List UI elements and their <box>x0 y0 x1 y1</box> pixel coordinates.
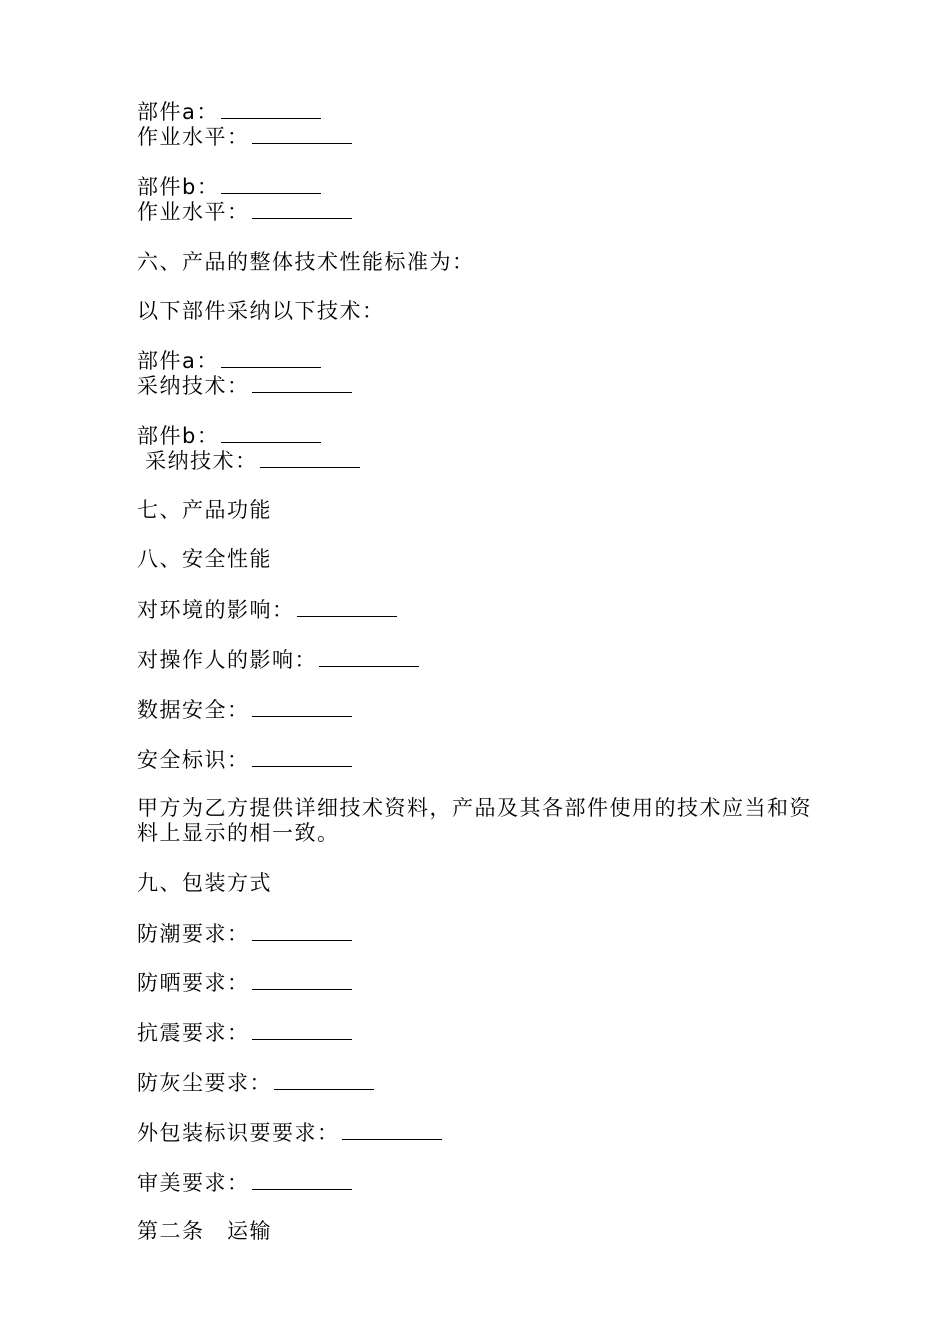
paragraph-line: 甲方为乙方提供详细技术资料，产品及其各部件使用的技术应当和资 <box>137 796 812 820</box>
blank-line <box>297 597 397 617</box>
field-label: 采纳技术： <box>137 374 250 398</box>
section-heading: 八、安全性能 <box>137 547 272 571</box>
field-line <box>137 647 419 673</box>
field-line <box>137 747 352 773</box>
blank-line <box>221 174 321 194</box>
field-label: 部件a： <box>137 349 219 373</box>
article-heading: 第二条 运输 <box>137 1219 272 1243</box>
blank-line <box>252 373 352 393</box>
blank-line <box>274 1070 374 1090</box>
field-line <box>137 423 321 449</box>
field-line <box>137 124 352 150</box>
blank-line <box>252 970 352 990</box>
field-line <box>137 373 352 399</box>
blank-line <box>342 1120 442 1140</box>
blank-line <box>252 697 352 717</box>
blank-line <box>252 1170 352 1190</box>
field-label: 部件a： <box>137 100 219 124</box>
section-heading: 七、产品功能 <box>137 498 272 522</box>
field-label: 作业水平： <box>137 200 250 224</box>
field-line <box>137 348 321 374</box>
blank-line <box>252 1020 352 1040</box>
blank-line <box>252 921 352 941</box>
field-line <box>137 1170 352 1196</box>
field-line <box>137 597 397 623</box>
paragraph: 以下部件采纳以下技术： <box>137 299 385 323</box>
field-label: 防潮要求： <box>137 922 250 946</box>
blank-line <box>221 348 321 368</box>
field-line <box>137 199 352 225</box>
field-label: 对环境的影响： <box>137 598 295 622</box>
blank-line <box>252 124 352 144</box>
field-label: 作业水平： <box>137 125 250 149</box>
field-label: 审美要求： <box>137 1171 250 1195</box>
field-line <box>137 1120 442 1146</box>
field-label: 抗震要求： <box>137 1021 250 1045</box>
field-line <box>137 921 352 947</box>
field-label: 部件b： <box>137 424 220 448</box>
blank-line <box>252 747 352 767</box>
field-line <box>137 1020 352 1046</box>
field-line <box>137 448 360 474</box>
field-label: 外包装标识要要求： <box>137 1121 340 1145</box>
field-line <box>137 174 321 200</box>
field-line <box>137 1070 374 1096</box>
blank-line <box>252 199 352 219</box>
blank-line <box>319 647 419 667</box>
field-label: 防晒要求： <box>137 971 250 995</box>
section-heading: 九、包装方式 <box>137 871 272 895</box>
field-label: 数据安全： <box>137 698 250 722</box>
section-heading: 六、产品的整体技术性能标准为： <box>137 250 475 274</box>
blank-line <box>221 423 321 443</box>
field-label: 对操作人的影响： <box>137 648 317 672</box>
field-line <box>137 697 352 723</box>
blank-line <box>221 99 321 119</box>
paragraph-line: 料上显示的相一致。 <box>137 821 340 845</box>
field-label: 安全标识： <box>137 748 250 772</box>
field-line <box>137 970 352 996</box>
field-line <box>137 99 321 125</box>
field-label: 部件b： <box>137 175 220 199</box>
field-label: 采纳技术： <box>137 449 258 473</box>
blank-line <box>260 448 360 468</box>
field-label: 防灰尘要求： <box>137 1071 272 1095</box>
